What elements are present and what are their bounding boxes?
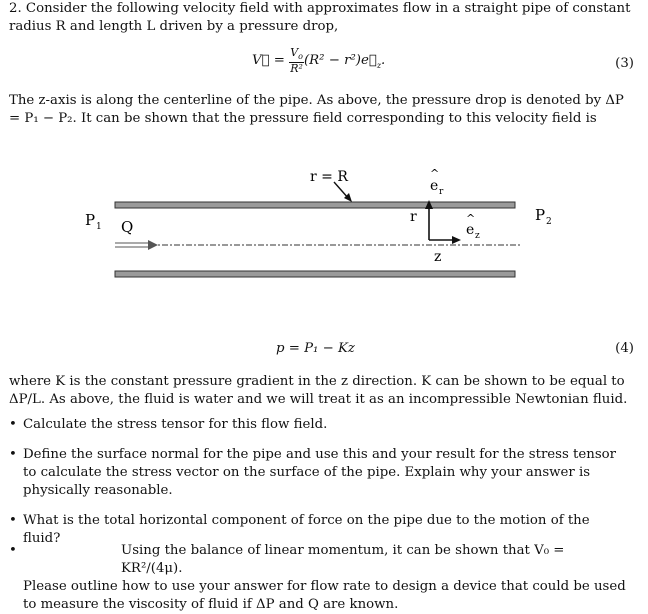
eq3-rhs-end: .: [381, 53, 386, 69]
z-axis-arrowhead: [452, 236, 461, 244]
label-Q: Q: [121, 218, 134, 236]
bullet-text-rest: Please outline how to use your answer for flow rate to design a device that could be used to measure the viscosity of fluid if ΔP and Q are known.: [23, 579, 626, 612]
intro-paragraph: 2. Consider the following velocity field with approximates flow in a straight pipe of constant radius R and length L driven by a pressure drop,: [9, 1, 631, 34]
label-er: e: [430, 178, 439, 194]
bullet-text: [23, 542, 629, 614]
eq3-num-sub: o: [298, 52, 303, 62]
eq3-lhs: V⃗ =: [252, 53, 285, 69]
label-r: r: [410, 209, 417, 225]
label-ez-sub: z: [475, 231, 480, 241]
bullet-text: What is the total horizontal component of force on the pipe due to the motion of the fluid?: [23, 513, 590, 546]
pipe-top-wall: [115, 202, 515, 208]
bullet-text: Define the surface normal for the pipe and use this and your result for the stress tensor to calculate the stress vector on the surface of the pipe. Explain why your answer is physically reasonable.: [23, 447, 617, 498]
bullet-text-first-line: Using the balance of linear momentum, it can be shown that V₀ = KR²/(4μ).: [121, 543, 565, 576]
label-P2: P: [535, 206, 546, 224]
bullet-marker: •: [9, 447, 17, 462]
label-P1: P: [85, 211, 96, 229]
bullet-marker: •: [9, 513, 17, 528]
eq3-fraction: [289, 47, 304, 74]
eq3-den: R²: [290, 62, 303, 76]
pipe-bottom-wall: [115, 271, 515, 277]
label-P2-sub: 2: [546, 217, 552, 227]
label-er-sub: r: [439, 187, 444, 197]
equation-4: p = P₁ − Kz: [276, 341, 355, 356]
bullet-marker: •: [9, 417, 17, 432]
label-ez: e: [466, 222, 475, 238]
label-ez-hat: ^: [466, 212, 476, 225]
flow-arrow: [115, 240, 158, 250]
paragraph-2: The z-axis is along the centerline of the pipe. As above, the pressure drop is denoted by ΔP = P₁ − P₂. It can be shown that the pressure field corresponding to this velocity field is: [9, 93, 624, 126]
eq3-rhs-sub: z: [376, 60, 382, 70]
pipe-diagram: [0, 160, 648, 285]
eq3-rhs: (R² − r²)e⃗: [303, 53, 377, 69]
paragraph-3: where K is the constant pressure gradient in the z direction. K can be shown to be equal to ΔP/L. As above, the fluid is water and we will treat it as an incompressible Newtonian fluid.: [9, 374, 628, 407]
equation-3-number: (3): [615, 56, 634, 71]
eq3-num: V: [290, 46, 299, 59]
bullet-text: Calculate the stress tensor for this flow field.: [23, 417, 328, 432]
bullet-item: [9, 542, 629, 612]
equation-3: [252, 47, 385, 74]
label-P1-sub: 1: [96, 222, 102, 232]
bullet-item: [9, 446, 629, 502]
bullet-marker: •: [9, 543, 17, 558]
equation-4-number: (4): [615, 341, 634, 356]
bullet-item: [9, 416, 629, 434]
label-er-hat: ^: [430, 167, 440, 180]
label-z: z: [434, 249, 442, 265]
label-r-equals-R: r = R: [310, 169, 348, 185]
bullet-item: [9, 512, 629, 546]
